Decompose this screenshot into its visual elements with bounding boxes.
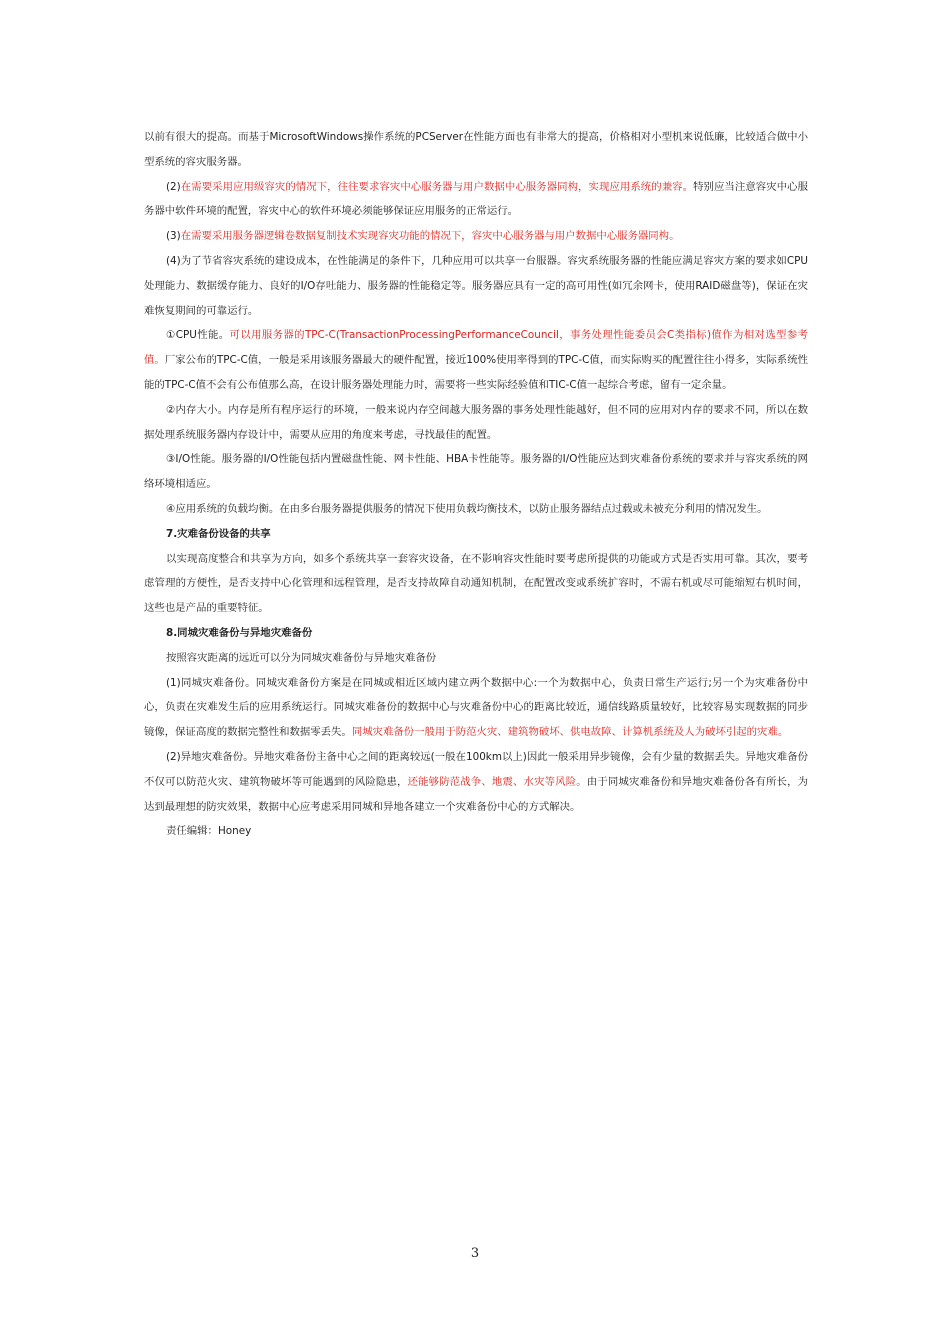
paragraph <box>144 125 808 175</box>
text-run: 厂家公布的TPC-C值，一般是采用该服务器最大的硬件配置，接近100%使用率得到的TPC-C值，而实际购买的配置往往小得多，实际系统性能的TPC-C值不会有公布值那么高，在设计服务器处理能力时，需要将一些实际经验值和TIC-C值一起综合考虑，留有一定余量。 <box>144 354 809 391</box>
paragraph <box>144 224 808 249</box>
text-run: 按照容灾距离的远近可以分为同城灾难备份与异地灾难备份 <box>166 651 437 664</box>
paragraph <box>144 175 808 225</box>
text-run: 特别应当注意容灾中心服务器中软件环境的配置，容灾中心的软件环境必须能够保证应用服务的正常运行。 <box>144 180 808 218</box>
highlighted-text: 还能够防范战争、地震、水灾等风险。 <box>407 775 587 788</box>
highlighted-text: 可以用服务器的TPC-C(TransactionProcessingPerformanceCouncil，事务处理性能委员会C类指标)值作为相对选型参考值。 <box>144 329 808 367</box>
paragraph <box>144 323 808 397</box>
section-heading <box>144 522 808 547</box>
page-number: 3 <box>470 1246 480 1261</box>
paragraph <box>144 646 808 671</box>
text-run: 8.同城灾难备份与异地灾难备份 <box>166 626 313 639</box>
paragraph <box>144 497 808 522</box>
highlighted-text: 同城灾难备份一般用于防范火灾、建筑物破坏、供电故障、计算机系统及人为破坏引起的灾难。 <box>351 726 789 739</box>
paragraph <box>144 249 808 323</box>
paragraph <box>144 398 808 448</box>
text-run: 以前有很大的提高。而基于MicrosoftWindows操作系统的PCServer在性能方面也有非常大的提高，价格相对小型机来说低廉，比较适合做中小型系统的容灾服务器。 <box>144 131 808 168</box>
text-run: 责任编辑：Honey <box>166 825 252 838</box>
document-body <box>144 125 808 844</box>
text-run: (1)同城灾难备份。同城灾难备份方案是在同城或相近区域内建立两个数据中心:一个为数据中心，负责日常生产运行;另一个为灾难备份中心，负责在灾难发生后的应用系统运行。同城灾难备份的数据中心与灾难备份中心的距离比较近，通信线路质量较好，比较容易实现数据的同步镜像，保证高度的数据完整性和数据零丢失。 <box>144 676 808 739</box>
text-run: 7.灾难备份设备的共享 <box>166 527 271 540</box>
text-run: 以实现高度整合和共享为方向，如多个系统共享一套容灾设备，在不影响容灾性能时要考虑所提供的功能或方式是否实用可靠。其次，要考虑管理的方便性，是否支持中心化管理和远程管理，是否支持故障自动通知机制，在配置改变或系统扩容时，不需右机或尽可能缩短右机时间，这些也是产品的重要特征。 <box>144 552 808 615</box>
paragraph <box>144 547 808 621</box>
text-run: ①CPU性能。 <box>166 329 230 342</box>
paragraph <box>144 819 808 844</box>
text-run: (2)异地灾难备份。异地灾难备份主备中心之间的距离较远(一般在100km以上)因此一般采用异步镜像，会有少量的数据丢失。异地灾难备份不仅可以防范火灾、建筑物破坏等可能遇到的风险隐患， <box>144 750 808 788</box>
paragraph <box>144 745 808 819</box>
text-run: ②内存大小。内存是所有程序运行的环境，一般来说内存空间越大服务器的事务处理性能越好，但不同的应用对内存的要求不同，所以在数据处理系统服务器内存设计中，需要从应用的角度来考虑，寻找最佳的配置。 <box>144 403 808 441</box>
text-run: ④应用系统的负载均衡。在由多台服务器提供服务的情况下使用负载均衡技术，以防止服务器结点过载或未被充分利用的情况发生。 <box>166 502 768 515</box>
text-run: (3) <box>166 230 181 243</box>
text-run: ③I/O性能。服务器的I/O性能包括内置磁盘性能、网卡性能、HBA卡性能等。服务器的I/O性能应达到灾难备份系统的要求并与容灾系统的网络环境相适应。 <box>144 453 808 491</box>
text-run: (4)为了节省容灾系统的建设成本，在性能满足的条件下，几种应用可以共享一台服器。容灾系统服务器的性能应满足容灾方案的要求如CPU处理能力、数据缓存能力、良好的I/O存吐能力、服务器的性能稳定等。服务器应具有一定的高可用性(如冗余网卡，使用RAID磁盘等)，保证在灾难恢复期间的可靠运行。 <box>144 254 808 317</box>
paragraph <box>144 671 808 745</box>
text-run: (2) <box>166 180 181 193</box>
paragraph <box>144 447 808 497</box>
highlighted-text: 在需要采用服务器逻辑卷数据复制技术实现容灾功能的情况下，容灾中心服务器与用户数据中心服务器同构。 <box>180 230 680 243</box>
highlighted-text: 在需要采用应用级容灾的情况下，往往要求容灾中心服务器与用户数据中心服务器同构，实现应用系统的兼容。 <box>180 180 694 193</box>
section-heading <box>144 621 808 646</box>
text-run: 由于同城灾难备份和异地灾难备份各有所长，为达到最理想的防灾效果，数据中心应考虑采用同城和异地各建立一个灾难备份中心的方式解决。 <box>144 775 809 813</box>
